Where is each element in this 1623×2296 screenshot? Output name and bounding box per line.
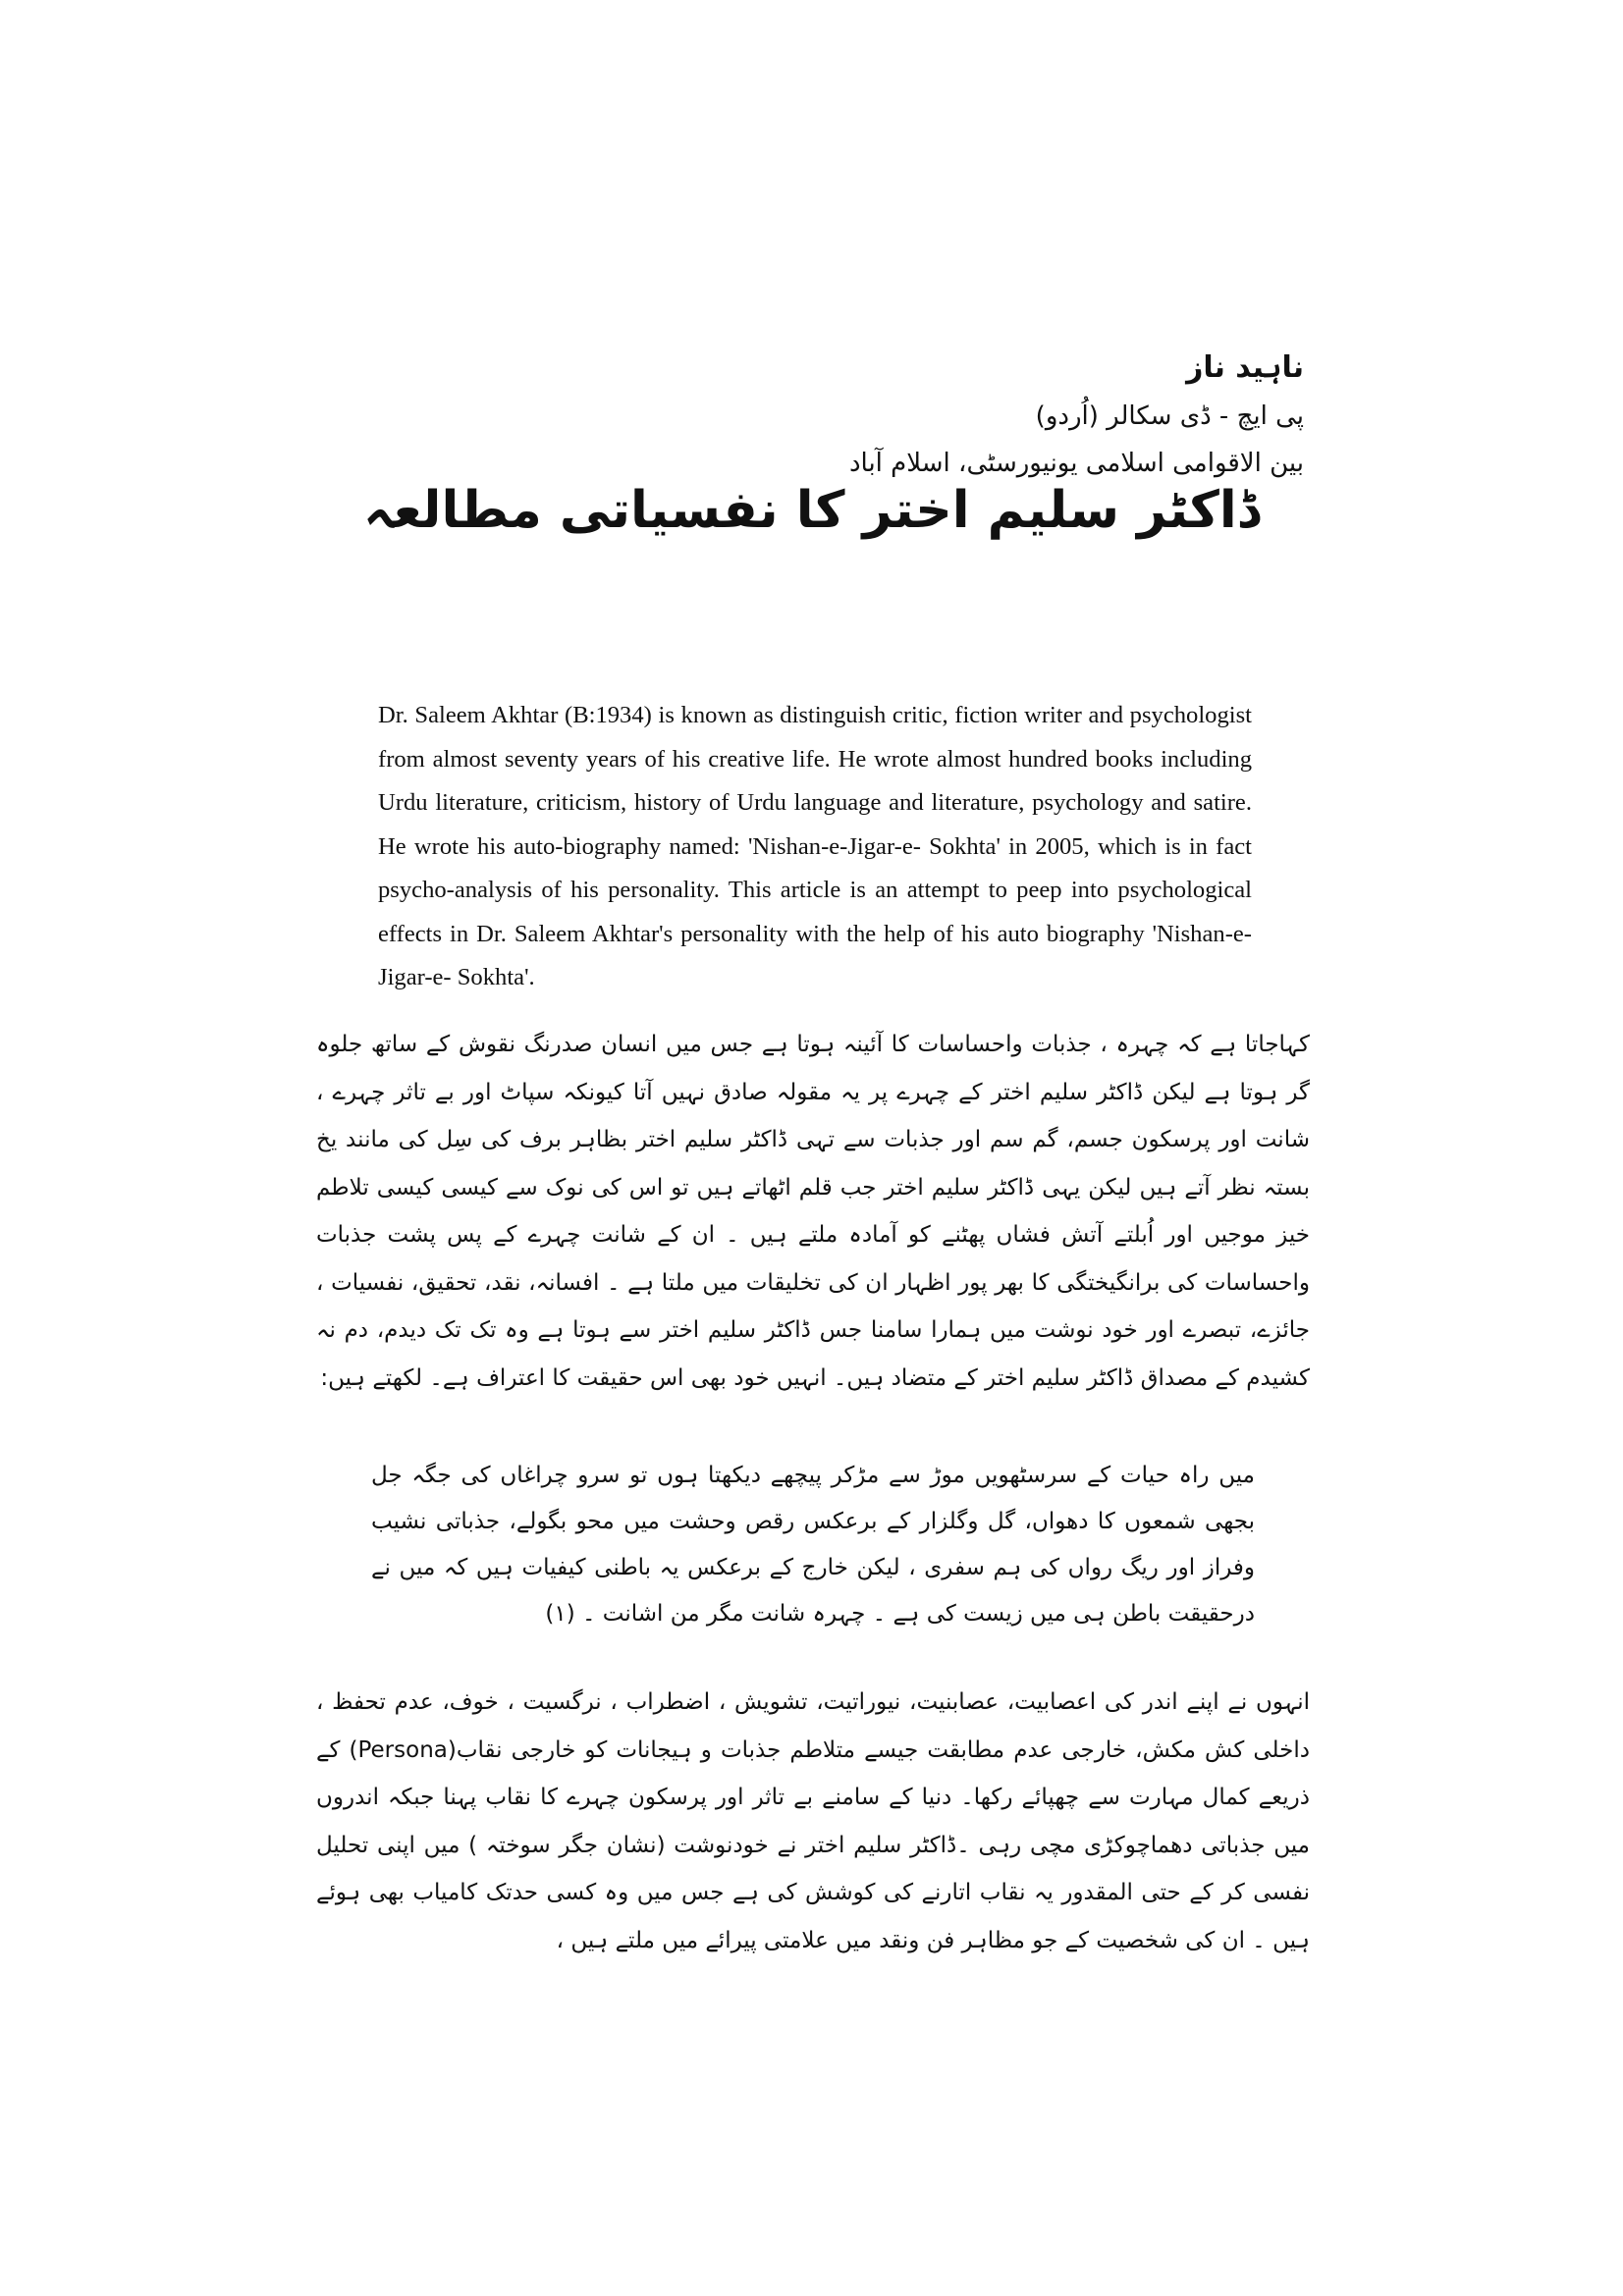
author-name: ناہید ناز <box>1186 350 1304 385</box>
abstract-text: Dr. Saleem Akhtar (B:1934) is known as distinguish critic, fiction writer and psychologist from almost seventy years of his creative life. He wrote almost hundred books including Urdu literature, criticism, history of Urdu language and literature, psychology and satire. He wrote his auto-biography named: 'Nishan-e-Jigar-e- Sokhta' in 2005, which is in fact psycho-analysis of his personality. This article is an attempt to peep into psychological effects in Dr. Saleem Akhtar's personality with the help of his auto biography 'Nishan-e-Jigar-e- Sokhta'. <box>378 702 1252 990</box>
abstract <box>378 694 1252 1000</box>
block-quote <box>371 1453 1255 1637</box>
paragraph-1-text: کہاجاتا ہے کہ چہرہ ، جذبات واحساسات کا آئینہ ہوتا ہے جس میں انسان صدرنگ نقوش کے ساتھ جلوہ گر ہوتا ہے لیکن ڈاکٹر سلیم اختر کے چہرے پر یہ مقولہ صادق نہیں آتا کیونکہ سپاٹ اور بے تاثر چہرے ، شانت اور پرسکون جسم، گم سم اور جذبات سے تہی ڈاکٹر سلیم اختر بظاہر برف کی سِل کی مانند یخ بستہ نظر آتے ہیں لیکن یہی ڈاکٹر سلیم اختر جب قلم اٹھاتے ہیں تو اس کی نوک سے کیسی کیسی تلاطم خیز موجیں اور اُبلتے آتش فشاں پھٹنے کو آمادہ ملتے ہیں ۔ ان کے شانت چہرے کے پس پشت جذبات واحساسات کی برانگیختگی کا بھر پور اظہار ان کی تخلیقات میں ملتا ہے ۔ افسانہ، نقد، تحقیق، نفسیات ، جائزے، تبصرے اور خود نوشت میں ہمارا سامنا جس ڈاکٹر سلیم اختر سے ہوتا ہے وہ تک تک دیدم، دم نہ کشیدم کے مصداق ڈاکٹر سلیم اختر کے متضاد ہیں۔ انہیں خود بھی اس حقیقت کا اعتراف ہے۔ لکھتے ہیں: <box>316 1032 1310 1391</box>
body-paragraph-2 <box>316 1679 1310 1964</box>
author-affiliation: بین الاقوامی اسلامی یونیورسٹی، اسلام آباد <box>848 449 1304 478</box>
body-paragraph-1 <box>316 1021 1310 1402</box>
paragraph-2-text: انہوں نے اپنے اندر کی اعصابیت، عصابنیت، نیوراتیت، تشویش ، اضطراب ، نرگسیت ، خوف، عدم تحفظ ، داخلی کش مکش، خارجی عدم مطابقت جیسے متلاطم جذبات و ہیجانات کو خارجی نقاب(Persona) کے ذریعے کمال مہارت سے چھپائے رکھا۔ دنیا کے سامنے بے تاثر اور پرسکون چہرے کا نقاب پہنا جبکہ اندروں میں جذباتی دھماچوکڑی مچی رہی ۔ڈاکٹر سلیم اختر نے خودنوشت (نشان جگر سوختہ ) میں اپنی تحلیل نفسی کر کے حتی المقدور یہ نقاب اتارنے کی کوشش کی ہے جس میں وہ کسی حدتک کامیاب بھی ہوئے ہیں ۔ ان کی شخصیت کے جو مظاہر فن ونقد میں علامتی پیرائے میں ملتے ہیں ، <box>316 1689 1311 1953</box>
author-designation: پی ایچ - ڈی سکالر (اُردو) <box>1035 401 1304 431</box>
article-title: ڈاکٹر سلیم اختر کا نفسیاتی مطالعہ <box>363 481 1260 540</box>
quote-text: میں راہ حیات کے سرسٹھویں موڑ سے مڑکر پیچھے دیکھتا ہوں تو سرو چراغاں کی جگہ جل بجھی شمعوں کا دھواں، گل وگلزار کے برعکس رقص وحشت میں محو بگولے، جذباتی نشیب وفراز اور ریگ رواں کی ہم سفری ، لیکن خارج کے برعکس یہ باطنی کیفیات ہیں کہ میں نے درحقیقت باطن ہی میں زیست کی ہے ۔ چہرہ شانت مگر من اشانت ۔ (۱) <box>371 1463 1255 1627</box>
